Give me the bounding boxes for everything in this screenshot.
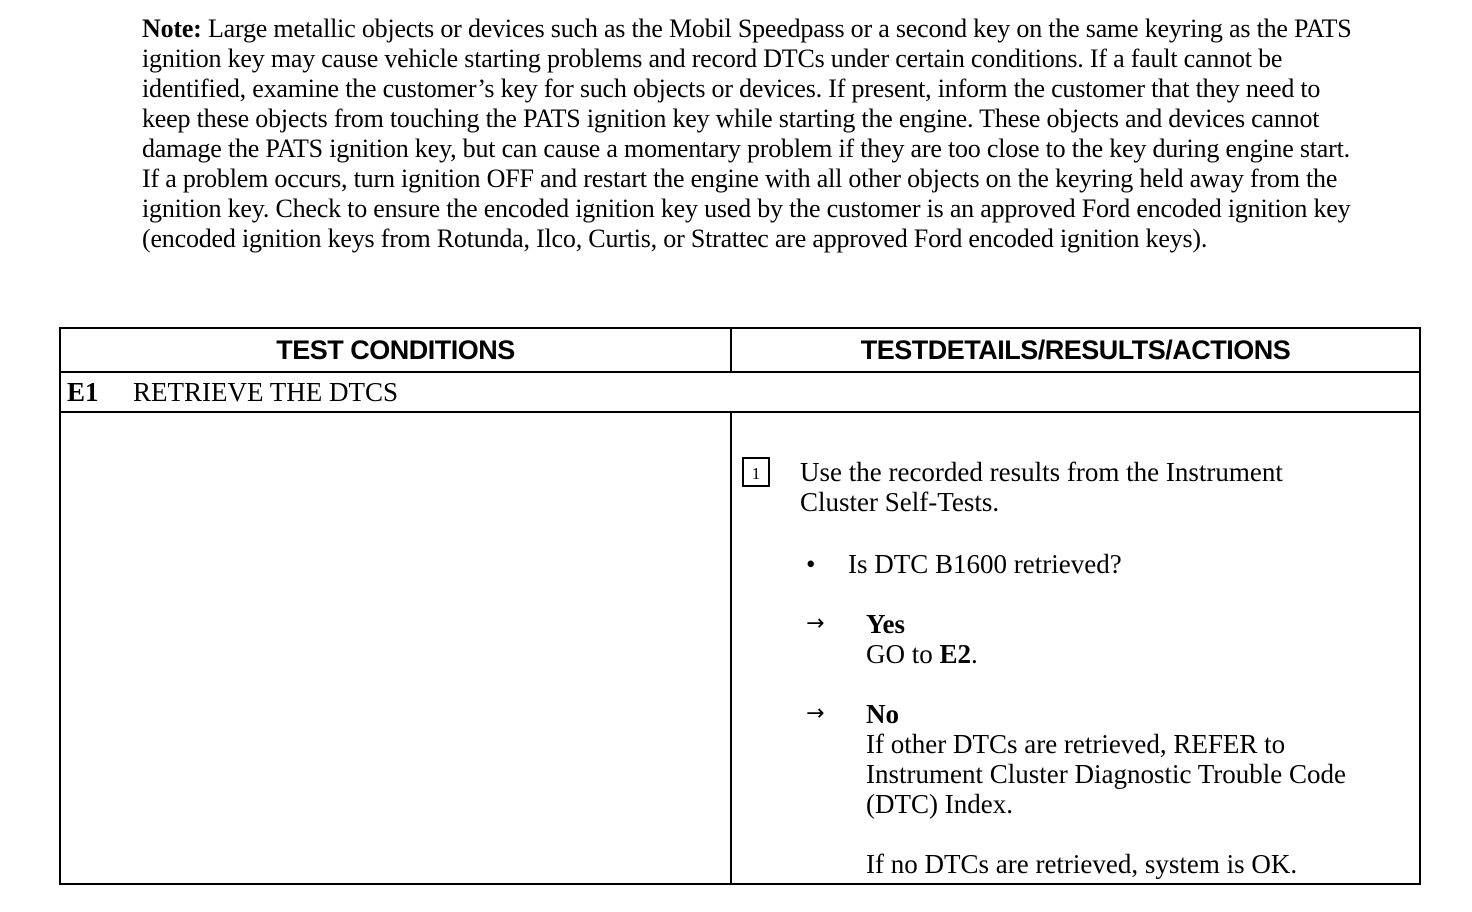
no-action-2: If no DTCs are retrieved, system is OK. xyxy=(866,849,1298,879)
yes-action xyxy=(866,639,1406,669)
yes-action-prefix: GO to xyxy=(866,639,940,669)
step-body-row xyxy=(60,412,1420,884)
test-details-cell xyxy=(731,412,1420,884)
step-number-box: 1 xyxy=(742,457,770,487)
table-header-row xyxy=(60,328,1420,372)
note-lead: Note: xyxy=(142,14,202,43)
step-id: E1 xyxy=(67,376,99,407)
arrow-right-icon: → xyxy=(806,701,825,726)
question-line xyxy=(806,549,1122,579)
header-test-conditions: TEST CONDITIONS xyxy=(60,328,731,372)
step-title-row xyxy=(60,372,1420,412)
yes-action-ref: E2 xyxy=(939,639,972,669)
no-branch xyxy=(806,699,1406,879)
arrow-right-icon: → xyxy=(806,611,825,636)
yes-action-suffix: . xyxy=(971,639,978,669)
yes-branch xyxy=(806,609,1406,669)
note-text: Large metallic objects or devices such as the Mobil Speedpass or a second key on the same keyring as the PATS ignition key may cause vehicle starting problems and record DTCs under certain conditions. If a fault cannot be identified, examine the customer’s key for such objects or devices. If present, inform the customer that they need to keep these objects from touching the PATS ignition key while starting the engine. These objects and devices cannot damage the PATS ignition key, but can cause a momentary problem if they are too close to the key during engine start. If a problem occurs, turn ignition OFF and restart the engine with all other objects on the keyring held away from the ignition key. Check to ensure the encoded ignition key used by the customer is an approved Ford encoded ignition key (encoded ignition keys from Rotunda, Ilco, Curtis, or Strattec are approved Ford encoded ignition keys). xyxy=(142,14,1352,253)
note-paragraph xyxy=(142,14,1352,254)
no-label: No xyxy=(866,699,899,729)
diagnostic-table xyxy=(59,327,1421,885)
question-text: Is DTC B1600 retrieved? xyxy=(848,549,1122,579)
instruction-line-2: Cluster Self-Tests. xyxy=(800,487,1000,517)
step-title-cell xyxy=(60,372,1420,412)
header-test-details: TESTDETAILS/RESULTS/ACTIONS xyxy=(731,328,1420,372)
no-action-1: If other DTCs are retrieved, REFER to Instrument Cluster Diagnostic Trouble Code (DTC) Index. xyxy=(866,729,1346,819)
bullet-icon: • xyxy=(806,549,816,579)
yes-label: Yes xyxy=(866,609,905,639)
test-conditions-cell xyxy=(60,412,731,884)
instruction-text xyxy=(800,457,1400,517)
step-title: RETRIEVE THE DTCS xyxy=(133,376,398,407)
instruction-line-1: Use the recorded results from the Instrument xyxy=(800,457,1283,487)
